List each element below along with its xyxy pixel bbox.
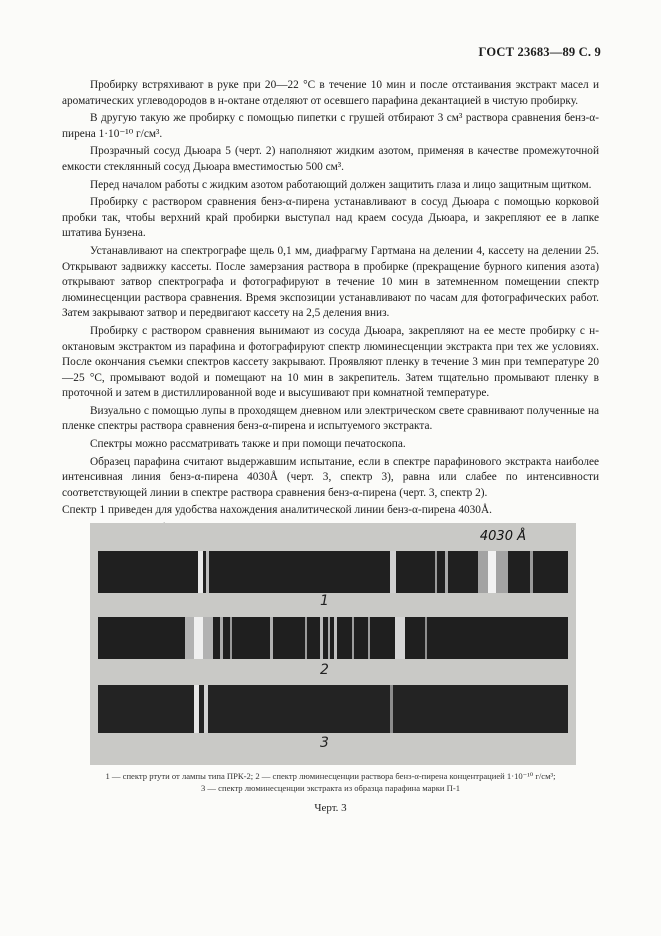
caption-line: 3 — спектр люминесценции экстракта из образца парафина марки П-1 [200,783,461,793]
figure-caption [62,770,599,794]
spectra-image [90,523,576,765]
caption-line: 1 — спектр ртути от лампы типа ПРК-2; 2 — спектр люминесценции раствора бенз-α-пирена концентрацией 1·10⁻¹⁰ г/см³; [105,771,556,781]
figure-label: Черт. 3 [314,802,347,814]
paragraph: Спектры можно рассматривать также и при помощи печатоскопа. [90,438,406,451]
spectrum-label-2: 2 [320,662,329,678]
paragraph: В другую такую же пробирку с помощью пипетки с грушей отбирают 3 см³ раствора сравнения бенз-α-пирена 1·10⁻¹⁰ г/см³. [62,112,599,140]
paragraph: Визуально с помощью лупы в проходящем дневном или электрическом свете сравнивают полученные на пленке спектры раствора сравнения бенз-α-пирена и испытуемого экстракта. [62,404,599,433]
paragraph: Образец парафина считают выдержавшим испытание, если в спектре парафинового экстракта наиболее интенсивная линия бенз-α-пирена 4030Å (черт. 3, спектр 3), равна или слабее по интенсивности соответствующей линии в спектре раствора сравнения бенз-α-пирена (черт. 3, спектр 2). [62,455,599,499]
paragraph: Пробирку с раствором сравнения бенз-α-пирена устанавливают в сосуд Дьюара с помощью корковой пробки так, чтобы верхний край пробирки выступал над краем сосуда Дьюара, и закрепляют ее в лапке штатива Бунзена. [62,196,599,240]
spectrum-strip-3 [98,685,568,733]
spectra-photo [90,523,576,765]
paragraph: Устанавливают на спектрографе щель 0,1 мм, диафрагму Гартмана на делении 4, кассету на делении 25. Открывают задвижку кассеты. После замерзания раствора в пробирке (прекращение бурного кипения азота) открывают затвор спектрографа и фотографируют в течение 10 мин в затемненном помещении спектр люминесценции раствора сравнения. Время экспозиции устанавливают по часам для фотографических работ. Затем закрывают затвор и передвигают кассету на 2,5 деления вниз. [62,244,599,320]
paragraph: Перед началом работы с жидким азотом работающий должен защитить глаза и лицо защитным щитком. [90,178,592,191]
paragraph: Пробирку встряхивают в руке при 20—22 °С в течение 10 мин и после отстаивания экстракт масел и ароматических углеводородов в н-октане отделяют от осевшего парафина декантацией в чистую пробирку. [62,79,599,107]
spectrum-strip-2 [98,617,568,659]
paragraph: Спектр 1 приведен для удобства нахождения аналитической линии бенз-α-пирена 4030Å. [62,504,492,517]
spectrum-label-3: 3 [320,735,329,751]
wavelength-label: 4030 Å [479,529,526,544]
body-text [62,78,599,539]
paragraph: Прозрачный сосуд Дьюара 5 (черт. 2) наполняют жидким азотом, применяя в качестве промежуточной емкости стеклянный сосуд Дьюара вместимостью 500 см³. [62,145,599,173]
spectrum-label-1: 1 [320,593,329,609]
page-header: ГОСТ 23683—89 С. 9 [478,45,601,59]
paragraph: Пробирку с раствором сравнения вынимают из сосуда Дьюара, закрепляют на ее месте пробирку с н-октановым экстрактом из парафина и фотографируют спектр люминесценции экстракта при тех же условиях. После окончания съемки спектров кассету закрывают. Проявляют пленку в течение 3 мин при температуре 20—25 °С, промывают водой и помещают на 10 мин в закрепитель. Затем тщательно промывают пленку в проточной и затем в дистиллированной воде и высушивают при комнатной температуре. [62,324,599,400]
